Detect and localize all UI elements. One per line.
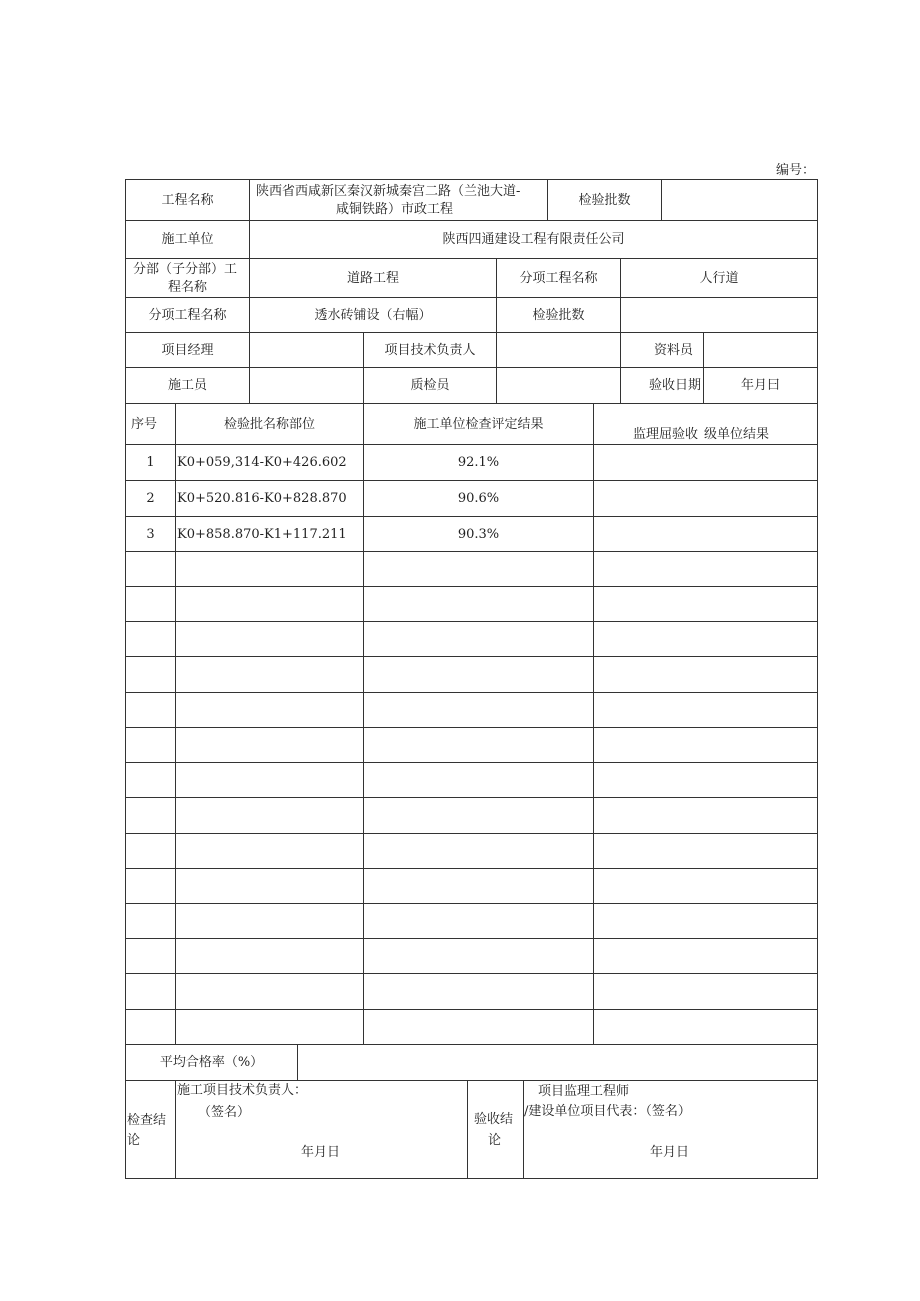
serial-label: 编号： [776, 163, 816, 178]
row-batch: K0+059,314-K0+426.602 [177, 455, 347, 470]
constructor-label: 施工员 [167, 378, 207, 393]
project-name-label: 工程名称 [161, 192, 214, 208]
acceptance-date-value: 年月曰 [740, 378, 780, 393]
row-seq: 3 [146, 526, 155, 542]
quality-inspector-label: 质检员 [410, 378, 450, 393]
row-seq: 1 [146, 455, 155, 470]
column-header-seq: 序号 [130, 416, 157, 432]
batch-count-value-2[interactable] [621, 298, 817, 332]
project-name-line1: 陕西省西咸新区秦汉新城秦宫二路（兰池大道- [256, 184, 521, 199]
supervisor-rep-label: /建设单位项目代表：（签名） [524, 1104, 691, 1119]
project-name-value [250, 180, 547, 220]
contractor-value: 陕西四通建设工程有限责任公司 [442, 232, 625, 247]
batch-count-value[interactable] [662, 180, 817, 220]
check-conclusion-label: 检查结 论 [127, 1113, 167, 1148]
item-name-value-2: 透水砖铺设（右幅） [314, 307, 432, 323]
row-result: 90.3% [457, 526, 500, 542]
supervisor-label: 项目监理工程师 [538, 1084, 630, 1099]
tech-lead-value[interactable] [497, 333, 620, 367]
batch-count-label: 检验批数 [578, 192, 631, 208]
item-name-label: 分项工程名称 [519, 270, 598, 286]
sub-division-value: 道路工程 [346, 270, 399, 286]
data-clerk-label: 资料员 [653, 342, 693, 358]
column-header-supervisor-result: 监理屈验收 [633, 427, 699, 442]
tech-lead-label: 项目技术负责人 [384, 342, 476, 358]
acceptance-conclusion-label: 验收结 论 [474, 1112, 514, 1148]
sub-division-label: 分部（子分部）工 程名称 [133, 262, 238, 295]
row-result: 90.6% [457, 491, 500, 506]
column-header-batch: 检验批名称部位 [223, 416, 315, 432]
acceptance-date-label: 验收日期 [648, 378, 701, 393]
check-conclusion-area[interactable] [176, 1081, 467, 1178]
item-name-label-2: 分项工程名称 [148, 307, 227, 323]
column-header-contractor-result: 施工单位检查评定结果 [413, 416, 544, 432]
batch-count-label-2: 检验批数 [532, 307, 585, 323]
constructor-value[interactable] [250, 368, 363, 403]
item-name-value: 人行道 [699, 270, 739, 286]
contractor-label: 施工单位 [161, 232, 214, 247]
column-header-supervisor-result-2: 级单位结果 [704, 427, 770, 442]
date-left: 年月日 [301, 1145, 341, 1160]
quality-inspector-value[interactable] [497, 368, 620, 403]
row-seq: 2 [146, 491, 155, 506]
avg-rate-label: 平均合格率（%） [159, 1055, 264, 1070]
project-manager-label: 项目经理 [161, 342, 214, 358]
row-result: 92.1% [457, 455, 500, 470]
project-manager-value[interactable] [250, 333, 363, 367]
avg-rate-value[interactable] [298, 1045, 817, 1080]
row-batch: K0+520.816-K0+828.870 [177, 491, 347, 506]
date-right: 年月日 [650, 1145, 690, 1160]
data-clerk-value[interactable] [704, 333, 817, 367]
row-batch: K0+858.870-K1+117.211 [177, 526, 347, 542]
sign-left: （签名） [198, 1105, 251, 1120]
project-name-line2: 咸铜铁路）市政工程 [336, 202, 454, 217]
acceptance-conclusion-area[interactable] [524, 1081, 817, 1178]
contractor-tech-lead-label: 施工项目技术负责人： [177, 1083, 308, 1098]
